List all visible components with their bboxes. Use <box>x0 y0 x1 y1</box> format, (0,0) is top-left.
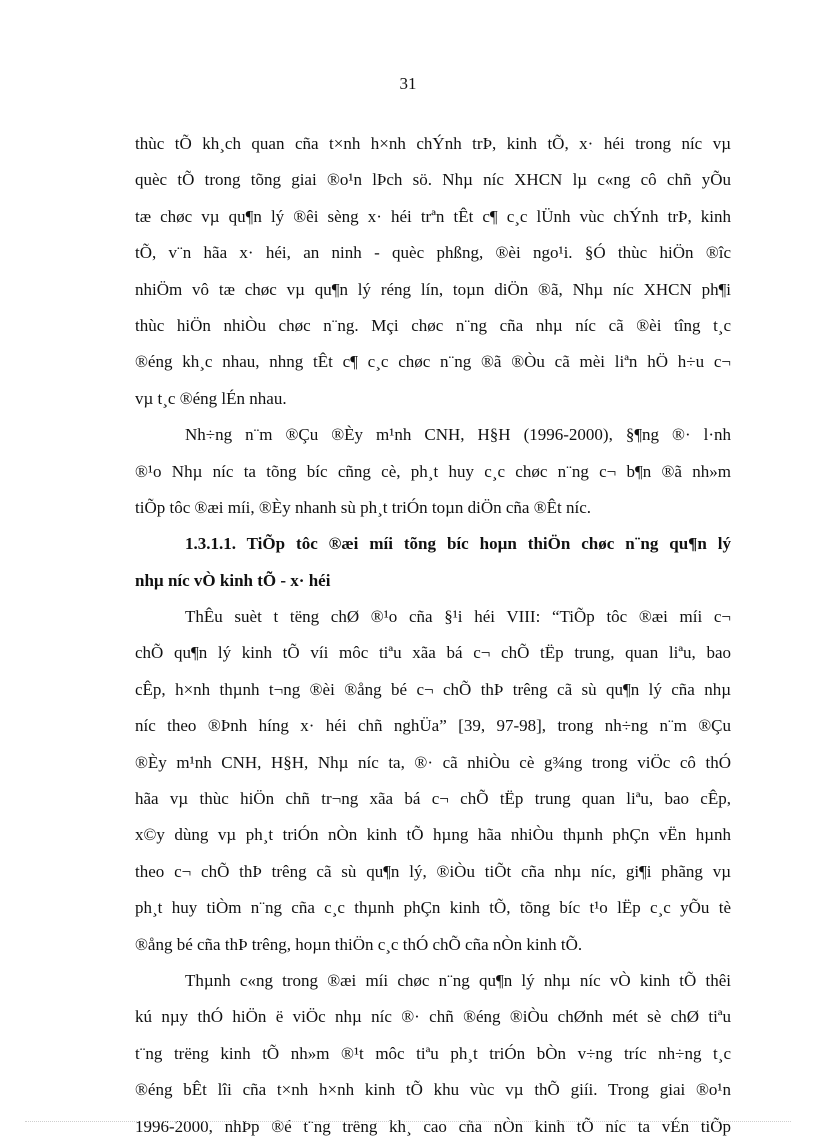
body-text-line: Thµnh c«ng trong ®æi míi chøc n¨ng qu¶n lý nhµ níc vÒ kinh tÕ thêi <box>185 970 731 990</box>
body-text-line: cÊp, h×nh thµnh t¬ng ®èi ®ång bé c¬ chÕ thÞ trêng cã sù qu¶n lý cña nhµ <box>135 679 731 699</box>
body-text-line: Nh÷ng n¨m ®Çu ®Èy m¹nh CNH, H§H (1996-2000), §¶ng ®· l·nh <box>185 425 731 445</box>
page-bottom-border <box>25 1121 791 1122</box>
body-text-line: nhiÖm vô tæ chøc vµ qu¶n lý réng lín, toµn diÖn ®ã, Nhµ níc XHCN ph¶i <box>135 279 731 299</box>
body-text-line: ®¹o Nhµ níc ta tõng bíc cñng cè, ph¸t huy c¸c chøc n¨ng c¬ b¶n ®ã nh»m <box>135 461 731 481</box>
body-text-line: x©y dùng vµ ph¸t triÓn nÒn kinh tÕ hµng hãa nhiÒu thµnh phÇn vËn hµnh <box>135 825 731 845</box>
body-text-line: níc theo ®Þnh híng x· héi chñ nghÜa” [39, 97-98], trong nh÷ng n¨m ®Çu <box>135 716 731 736</box>
body-text-line: vµ t¸c ®éng lÉn nhau. <box>135 388 287 408</box>
body-text-line: thùc tÕ kh¸ch quan cña t×nh h×nh chÝnh trÞ, kinh tÕ, x· héi trong níc vµ <box>135 134 731 153</box>
document-body <box>135 126 731 1145</box>
body-text-line: quèc tÕ trong tõng giai ®o¹n lÞch sö. Nhµ níc XHCN lµ c«ng cô chñ yÕu <box>135 170 731 190</box>
section-heading-line: nhµ níc vÒ kinh tÕ - x· héi <box>135 570 331 590</box>
body-text-line: ph¸t huy tiÒm n¨ng cña c¸c thµnh phÇn kinh tÕ, tõng bíc t¹o lËp c¸c yÕu tè <box>135 898 731 918</box>
body-text-line: t¨ng trëng kinh tÕ nh»m ®¹t môc tiªu ph¸t triÓn bÒn v÷ng tríc nh÷ng t¸c <box>135 1043 731 1063</box>
body-text-line: theo c¬ chÕ thÞ trêng cã sù qu¶n lý, ®iÒu tiÕt cña nhµ níc, gi¶i phãng vµ <box>135 861 731 881</box>
body-text-line: tiÕp tôc ®æi míi, ®Èy nhanh sù ph¸t triÓn toµn diÖn cña ®Êt níc. <box>135 497 592 517</box>
body-text-line: kú nµy thÓ hiÖn ë viÖc nhµ níc ®· chñ ®éng ®iÒu chØnh mét sè chØ tiªu <box>135 1007 731 1027</box>
body-text-line: chÕ qu¶n lý kinh tÕ víi môc tiªu xãa bá c¬ chÕ tËp trung, quan liªu, bao <box>135 643 731 663</box>
body-text-line: ®Èy m¹nh CNH, H§H, Nhµ níc ta, ®· cã nhiÒu cè g¾ng trong viÖc cô thÓ <box>135 752 731 772</box>
body-text-line: ®éng bÊt lîi cña t×nh h×nh kinh tÕ khu vùc vµ thÕ giíi. Trong giai ®o¹n <box>135 1080 731 1100</box>
body-text-line: ThÊu suèt t tëng chØ ®¹o cña §¹i héi VIII: “TiÕp tôc ®æi míi c¬ <box>185 607 731 627</box>
page-number: 31 <box>399 74 417 93</box>
body-text-line: tæ chøc vµ qu¶n lý ®êi sèng x· héi trªn tÊt c¶ c¸c lÜnh vùc chÝnh trÞ, kinh <box>135 206 731 226</box>
body-text-line: thùc hiÖn nhiÒu chøc n¨ng. Mçi chøc n¨ng cña nhµ níc cã ®èi tîng t¸c <box>135 315 731 335</box>
body-text-line: tÕ, v¨n hãa x· héi, an ninh - quèc phßng, ®èi ngo¹i. §Ó thùc hiÖn ®îc <box>135 243 731 263</box>
body-text-line: ®éng kh¸c nhau, nhng tÊt c¶ c¸c chøc n¨ng ®ã ®Òu cã mèi liªn hÖ h÷u c¬ <box>135 352 731 372</box>
body-text-line: 1996-2000, nhÞp ®é t¨ng trëng kh¸ cao cña nÒn kinh tÕ níc ta vÉn tiÕp <box>135 1116 731 1136</box>
section-heading-line: 1.3.1.1. TiÕp tôc ®æi míi tõng bíc hoµn thiÖn chøc n¨ng qu¶n lý <box>185 534 731 554</box>
body-text-line: ®ång bé cña thÞ trêng, hoµn thiÖn c¸c thÓ chÕ cña nÒn kinh tÕ. <box>135 934 583 954</box>
body-text-line: hãa vµ thùc hiÖn chñ tr¬ng xãa bá c¬ chÕ tËp trung quan liªu, bao cÊp, <box>135 789 731 809</box>
